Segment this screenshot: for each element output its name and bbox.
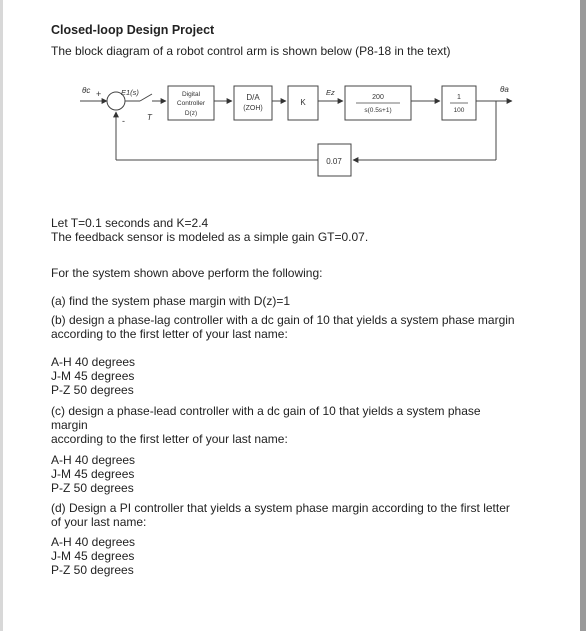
input-symbol: θc: [82, 86, 91, 95]
error-label: E1(s): [121, 88, 139, 97]
sampler-label: T: [147, 113, 152, 122]
grade-c-2: J-M 45 degrees: [51, 467, 135, 481]
output-symbol: θa: [500, 85, 509, 94]
integrator-numerator: 1: [457, 94, 461, 101]
feedback-gain-label: 0.07: [326, 157, 342, 166]
plus-sign: +: [96, 89, 102, 99]
part-a: (a) find the system phase margin with D(z)=1: [51, 294, 291, 308]
grade-c-1: A-H 40 degrees: [51, 453, 136, 467]
controller-label-1: Digital: [181, 91, 201, 98]
part-d-line-2: of your last name:: [51, 515, 147, 529]
integrator-denominator: 100: [453, 107, 465, 114]
grade-d-1: A-H 40 degrees: [51, 535, 136, 549]
part-b-line-1: (b) design a phase-lag controller with a dc gain of 10 that yields a system phase margin: [51, 313, 515, 327]
zoh-label-2: (ZOH): [243, 105, 263, 112]
plant-numerator: 200: [372, 94, 384, 101]
grade-c-3: P-Z 50 degrees: [51, 481, 134, 495]
ez-label: Ez: [326, 88, 335, 97]
part-b-line-2: according to the first letter of your last name:: [51, 327, 288, 341]
controller-label-3: D(z): [184, 110, 198, 117]
part-c-line-1: (c) design a phase-lead controller with a dc gain of 10 that yields a system phase: [51, 404, 481, 418]
intro-text: The block diagram of a robot control arm is shown below (P8-18 in the text): [51, 44, 451, 58]
grade-b-1: A-H 40 degrees: [51, 355, 136, 369]
sampler-switch: [140, 94, 152, 101]
task-intro: For the system shown above perform the following:: [51, 266, 323, 280]
zoh-label-1: D/A: [246, 93, 260, 102]
grade-d-3: P-Z 50 degrees: [51, 563, 134, 577]
grade-d-2: J-M 45 degrees: [51, 549, 135, 563]
part-d-line-1: (d) Design a PI controller that yields a system phase margin according to the first letter: [51, 501, 510, 515]
part-c-line-2: margin: [51, 418, 88, 432]
gain-label: K: [300, 98, 306, 107]
page-title: Closed-loop Design Project: [51, 23, 215, 37]
grade-b-3: P-Z 50 degrees: [51, 383, 134, 397]
controller-label-2: Controller: [176, 100, 206, 107]
zoh-block: [234, 86, 272, 120]
grade-b-2: J-M 45 degrees: [51, 369, 135, 383]
minus-sign: -: [122, 116, 125, 126]
params-line-2: The feedback sensor is modeled as a simple gain GT=0.07.: [51, 230, 369, 244]
params-line-1: Let T=0.1 seconds and K=2.4: [51, 216, 209, 230]
part-c-line-3: according to the first letter of your last name:: [51, 432, 288, 446]
plant-denominator: s(0.5s+1): [364, 107, 392, 114]
